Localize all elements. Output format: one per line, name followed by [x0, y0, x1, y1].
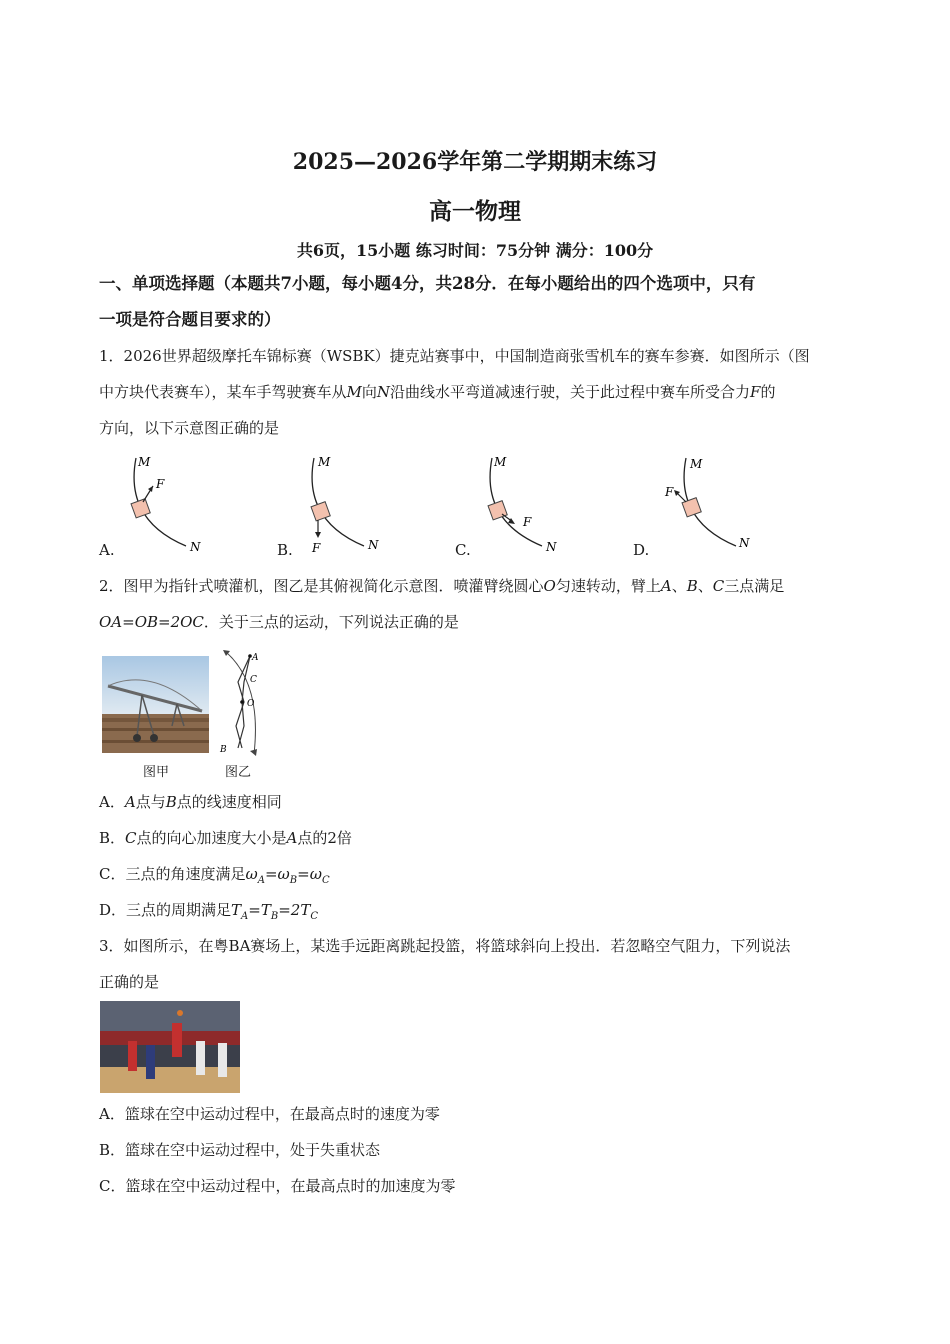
- var-m: M: [346, 383, 362, 401]
- q1-diagram-b: [288, 450, 398, 560]
- label-f: F: [156, 477, 165, 491]
- sprinkler-top-view: [214, 644, 268, 760]
- var-c: C: [712, 577, 725, 595]
- option-text: C．三点的角速度满足: [99, 865, 246, 883]
- basketball-photo: [100, 1001, 240, 1093]
- q1-diagram-d: [644, 450, 754, 560]
- label-o: O: [247, 699, 255, 709]
- var-o: O: [543, 577, 556, 595]
- photo-stands: [100, 1001, 240, 1031]
- label-f: F: [523, 515, 532, 529]
- relation-expr: OA=OB=2OC: [99, 613, 204, 631]
- photo-sky: [102, 656, 209, 714]
- q2-line2: [99, 604, 859, 640]
- player: [146, 1045, 155, 1079]
- option-text: 点的向心加速度大小是: [136, 829, 287, 847]
- var-a: A: [286, 829, 298, 847]
- label-a: A: [252, 653, 259, 663]
- q1-line1: 1．2026世界超级摩托车锦标赛（WSBK）捷克站赛事中，中国制造商张雪机车的赛车参赛．如图所示（图: [99, 347, 810, 365]
- q3-option-b: B．篮球在空中运动过程中，处于失重状态: [99, 1141, 381, 1159]
- var-f: F: [750, 383, 761, 401]
- q2-option-a: [99, 790, 282, 814]
- arc-arrow-head: [250, 749, 257, 756]
- car-block: [311, 502, 330, 521]
- photo-furrow: [102, 718, 209, 722]
- label-n: N: [739, 536, 750, 550]
- exam-info: 共6页，15小题 练习时间：75分钟 满分：100分: [296, 241, 654, 260]
- sprinkler-photo: [102, 656, 209, 753]
- label-b: B: [220, 745, 227, 755]
- q1-option-d-label: D.: [633, 541, 650, 559]
- q1-line3: 方向，以下示意图正确的是: [99, 419, 280, 437]
- player: [196, 1041, 205, 1075]
- q2-text: ．关于三点的运动，下列说法正确的是: [203, 613, 459, 631]
- car-block: [131, 499, 150, 518]
- player: [128, 1041, 137, 1071]
- q2-text: 、: [697, 577, 713, 595]
- caption-fig-a: 图甲: [143, 765, 170, 780]
- var-a: A: [660, 577, 672, 595]
- section-heading-line2: 一项是符合题目要求的）: [99, 310, 281, 329]
- var-c: C: [125, 829, 137, 847]
- exam-subject: 高一物理: [429, 198, 521, 225]
- section-heading-line1: 一、单项选择题（本题共7小题，每小题4分，共28分．在每小题给出的四个选项中，只有: [99, 274, 756, 293]
- caption-fig-b: 图乙: [225, 765, 252, 780]
- q1-line2: [99, 374, 859, 410]
- option-text: 点与: [135, 793, 166, 811]
- wheel: [150, 734, 158, 742]
- q2-text: 三点满足: [724, 577, 785, 595]
- var-b: B: [686, 577, 698, 595]
- label-m: M: [494, 455, 507, 469]
- label-f: F: [665, 485, 674, 499]
- q2-text: 、: [671, 577, 687, 595]
- player: [218, 1043, 227, 1077]
- q1-diagram-a: [110, 450, 220, 560]
- label-n: N: [546, 540, 557, 554]
- period-expr: $T_A=T_B=2T_C$: [231, 901, 318, 922]
- label-m: M: [138, 455, 151, 469]
- basketball: [177, 1010, 183, 1016]
- var-a: A: [124, 793, 136, 811]
- label-f: F: [312, 541, 321, 555]
- q1-option-c-label: C.: [455, 541, 471, 559]
- q2-option-b: [99, 826, 352, 850]
- option-text: D．三点的周期满足: [99, 901, 232, 919]
- q1-text: 中方块代表赛车），某车手驾驶赛车从: [99, 383, 347, 401]
- wheel: [133, 734, 141, 742]
- option-prefix: B．: [99, 829, 126, 847]
- q3-line1: 3．如图所示，在粤BA赛场上，某选手远距离跳起投篮，将篮球斜向上投出．若忽略空气阻力，下列说法: [99, 937, 791, 955]
- q1-option-b-label: B.: [277, 541, 293, 559]
- omega-expr: $\omega_A=\omega_B=\omega_C$: [245, 865, 330, 886]
- photo-ad-board: [100, 1031, 240, 1045]
- option-text: 点的2倍: [297, 829, 352, 847]
- q3-option-c: C．篮球在空中运动过程中，在最高点时的加速度为零: [99, 1177, 456, 1195]
- option-text: 点的线速度相同: [176, 793, 282, 811]
- q1-option-a-label: A.: [99, 541, 115, 559]
- var-n: N: [376, 383, 391, 401]
- q2-text: 匀速转动，臂上: [555, 577, 661, 595]
- label-m: M: [690, 457, 703, 471]
- exam-title: 2025—2026学年第二学期期末练习: [292, 149, 658, 175]
- var-b: B: [165, 793, 177, 811]
- label-n: N: [190, 540, 201, 554]
- label-n: N: [368, 538, 379, 552]
- q1-text: 的: [760, 383, 776, 401]
- label-c: C: [250, 675, 257, 685]
- q2-text: 2．图甲为指针式喷灌机，图乙是其俯视简化示意图．喷灌臂绕圆心: [99, 577, 544, 595]
- option-prefix: A．: [99, 793, 125, 811]
- q1-diagram-c: [466, 450, 576, 560]
- photo-furrow: [102, 728, 209, 731]
- q1-text: 沿曲线水平弯道减速行驶，关于此过程中赛车所受合力: [390, 383, 751, 401]
- q2-option-c: [99, 862, 330, 893]
- player-shooting: [172, 1023, 182, 1057]
- q2-line1: [99, 568, 859, 604]
- q2-option-d: [99, 898, 318, 929]
- arrow-head: [315, 532, 321, 538]
- q1-text: 向: [361, 383, 377, 401]
- point-o: [240, 700, 244, 704]
- q3-option-a: A．篮球在空中运动过程中，在最高点时的速度为零: [99, 1105, 440, 1123]
- car-block: [488, 501, 507, 520]
- q3-line2: 正确的是: [99, 973, 160, 991]
- label-m: M: [318, 455, 331, 469]
